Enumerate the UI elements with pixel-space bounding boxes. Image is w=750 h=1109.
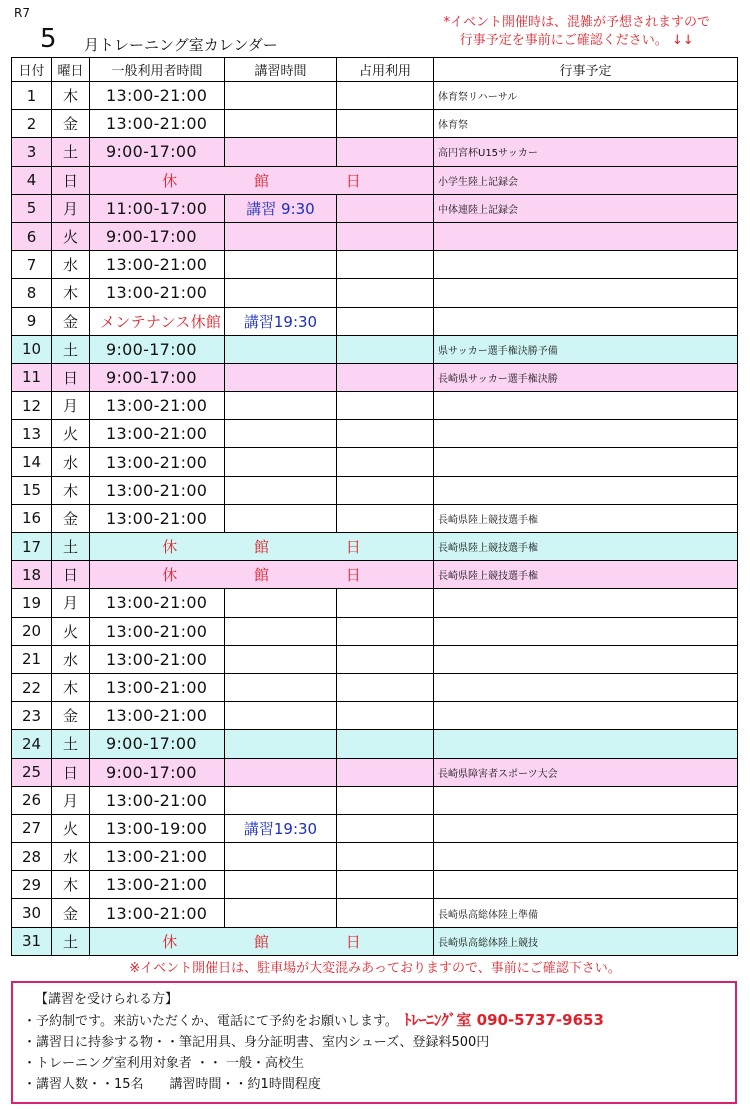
column-header-exclusive-use: 占用利用 (337, 58, 434, 82)
exclusive-use-cell (337, 222, 434, 250)
calendar-row (12, 589, 738, 617)
date-cell: 10 (12, 335, 52, 363)
calendar-header-row (12, 58, 738, 82)
event-cell (434, 279, 738, 307)
general-hours-cell: 13:00-21:00 (90, 899, 225, 927)
calendar-row (12, 166, 738, 194)
date-cell: 3 (12, 138, 52, 166)
date-cell: 26 (12, 786, 52, 814)
exclusive-use-cell (337, 138, 434, 166)
event-cell: 長崎県高総体陸上競技 (434, 927, 738, 955)
date-cell: 31 (12, 927, 52, 955)
date-cell: 29 (12, 871, 52, 899)
general-hours-cell: 13:00-21:00 (90, 476, 225, 504)
lecture-time-cell (225, 392, 337, 420)
event-cell: 小学生陸上記録会 (434, 166, 738, 194)
column-header-lecture-time: 講習時間 (225, 58, 337, 82)
date-cell: 12 (12, 392, 52, 420)
exclusive-use-cell (337, 392, 434, 420)
event-cell: 長崎県陸上競技選手権 (434, 533, 738, 561)
calendar-row (12, 899, 738, 927)
weekday-cell: 土 (52, 927, 90, 955)
weekday-cell: 水 (52, 251, 90, 279)
calendar-row (12, 363, 738, 391)
calendar-row (12, 702, 738, 730)
lecture-time-cell (225, 279, 337, 307)
calendar-row (12, 448, 738, 476)
column-header-general-hours: 一般利用者時間 (90, 58, 225, 82)
date-cell: 5 (12, 194, 52, 222)
general-hours-cell: メンテナンス休館 (90, 307, 225, 335)
lecture-time-cell (225, 420, 337, 448)
date-cell: 24 (12, 730, 52, 758)
event-cell: 長崎県サッカー選手権決勝 (434, 363, 738, 391)
weekday-cell: 火 (52, 222, 90, 250)
lecture-time-cell: 講習 9:30 (225, 194, 337, 222)
general-hours-cell: 9:00-17:00 (90, 758, 225, 786)
calendar-row (12, 673, 738, 701)
weekday-cell: 水 (52, 448, 90, 476)
event-cell (434, 392, 738, 420)
exclusive-use-cell (337, 814, 434, 842)
closed-day-cell: 休 館 日 (90, 166, 434, 194)
exclusive-use-cell (337, 251, 434, 279)
weekday-cell: 土 (52, 533, 90, 561)
event-cell: 長崎県高総体陸上準備 (434, 899, 738, 927)
calendar-row (12, 871, 738, 899)
closed-day-cell: 休 館 日 (90, 533, 434, 561)
lecture-time-cell (225, 476, 337, 504)
parking-notice: ※イベント開催日は、駐車場が大変混みあっておりますので、事前にご確認下さい。 (129, 961, 621, 976)
date-cell: 7 (12, 251, 52, 279)
lecture-time-cell (225, 110, 337, 138)
phone-number: ﾄﾚｰﾆﾝｸﾞ室 090-5737-9653 (403, 1011, 604, 1029)
exclusive-use-cell (337, 843, 434, 871)
exclusive-use-cell (337, 702, 434, 730)
reservation-text: ・予約制です。来訪いただくか、電話にて予約をお願いします。 (23, 1014, 398, 1029)
exclusive-use-cell (337, 899, 434, 927)
general-hours-cell: 13:00-21:00 (90, 420, 225, 448)
weekday-cell: 日 (52, 561, 90, 589)
weekday-cell: 火 (52, 814, 90, 842)
event-cell: 長崎県陸上競技選手権 (434, 561, 738, 589)
page-title: 月トレーニング室カレンダー (84, 36, 278, 54)
date-cell: 13 (12, 420, 52, 448)
lecture-time-cell (225, 335, 337, 363)
lecture-time-cell (225, 363, 337, 391)
weekday-cell: 木 (52, 871, 90, 899)
date-cell: 9 (12, 307, 52, 335)
lecture-time-cell (225, 871, 337, 899)
general-hours-cell: 13:00-21:00 (90, 251, 225, 279)
calendar-row (12, 814, 738, 842)
event-cell: 長崎県陸上競技選手権 (434, 504, 738, 532)
event-cell (434, 251, 738, 279)
lecture-time-cell (225, 251, 337, 279)
general-hours-cell: 11:00-17:00 (90, 194, 225, 222)
lecture-time-cell (225, 730, 337, 758)
event-cell (434, 222, 738, 250)
general-hours-cell: 13:00-21:00 (90, 786, 225, 814)
calendar-row (12, 251, 738, 279)
calendar-row (12, 138, 738, 166)
date-cell: 8 (12, 279, 52, 307)
exclusive-use-cell (337, 786, 434, 814)
lecture-time-cell (225, 504, 337, 532)
weekday-cell: 土 (52, 138, 90, 166)
date-cell: 4 (12, 166, 52, 194)
general-hours-cell: 9:00-17:00 (90, 138, 225, 166)
lecture-info-heading: 【講習を受けられる方】 (35, 992, 179, 1007)
event-cell: 高円宮杯U15サッカー (434, 138, 738, 166)
weekday-cell: 月 (52, 786, 90, 814)
calendar-row (12, 927, 738, 955)
exclusive-use-cell (337, 476, 434, 504)
weekday-cell: 月 (52, 194, 90, 222)
event-notice-line-2: 行事予定を事前にご確認ください。 ↓↓ (459, 33, 694, 48)
general-hours-cell: 13:00-21:00 (90, 448, 225, 476)
event-cell (434, 871, 738, 899)
lecture-time-cell (225, 843, 337, 871)
exclusive-use-cell (337, 871, 434, 899)
date-cell: 23 (12, 702, 52, 730)
exclusive-use-cell (337, 363, 434, 391)
calendar-table (11, 57, 738, 956)
calendar-row (12, 392, 738, 420)
lecture-time-cell (225, 138, 337, 166)
general-hours-cell: 13:00-21:00 (90, 82, 225, 110)
weekday-cell: 日 (52, 166, 90, 194)
date-cell: 28 (12, 843, 52, 871)
lecture-time-cell (225, 82, 337, 110)
weekday-cell: 水 (52, 645, 90, 673)
general-hours-cell: 13:00-21:00 (90, 702, 225, 730)
weekday-cell: 水 (52, 843, 90, 871)
calendar-row (12, 533, 738, 561)
event-cell (434, 673, 738, 701)
weekday-cell: 木 (52, 673, 90, 701)
event-cell (434, 730, 738, 758)
lecture-time-cell (225, 589, 337, 617)
column-header-weekday: 曜日 (52, 58, 90, 82)
event-cell (434, 814, 738, 842)
lecture-info-reservation (23, 1010, 725, 1032)
event-cell: 体育祭 (434, 110, 738, 138)
calendar-row (12, 307, 738, 335)
lecture-time-cell: 講習19:30 (225, 307, 337, 335)
calendar-row (12, 617, 738, 645)
date-cell: 22 (12, 673, 52, 701)
calendar-row (12, 420, 738, 448)
general-hours-cell: 13:00-21:00 (90, 645, 225, 673)
closed-day-cell: 休 館 日 (90, 561, 434, 589)
event-cell: 長崎県障害者スポーツ大会 (434, 758, 738, 786)
exclusive-use-cell (337, 335, 434, 363)
calendar-body (12, 82, 738, 956)
weekday-cell: 月 (52, 392, 90, 420)
exclusive-use-cell (337, 673, 434, 701)
calendar-row (12, 82, 738, 110)
event-notice-line-1: *イベント開催時は、混雑が予想されますので (443, 15, 710, 30)
exclusive-use-cell (337, 758, 434, 786)
calendar-row (12, 110, 738, 138)
column-header-date: 日付 (12, 58, 52, 82)
weekday-cell: 金 (52, 307, 90, 335)
exclusive-use-cell (337, 645, 434, 673)
calendar-row (12, 786, 738, 814)
calendar-row (12, 504, 738, 532)
calendar-row (12, 335, 738, 363)
weekday-cell: 日 (52, 758, 90, 786)
date-cell: 16 (12, 504, 52, 532)
weekday-cell: 火 (52, 420, 90, 448)
weekday-cell: 木 (52, 82, 90, 110)
lecture-info-capacity: ・講習人数・・15名 講習時間・・約1時間程度 (23, 1077, 321, 1092)
calendar-row (12, 730, 738, 758)
event-cell: 中体連陸上記録会 (434, 194, 738, 222)
date-cell: 18 (12, 561, 52, 589)
event-cell (434, 843, 738, 871)
exclusive-use-cell (337, 82, 434, 110)
calendar-row (12, 645, 738, 673)
column-header-events: 行事予定 (434, 58, 738, 82)
lecture-time-cell: 講習19:30 (225, 814, 337, 842)
event-cell (434, 617, 738, 645)
date-cell: 25 (12, 758, 52, 786)
event-cell: 県サッカー選手権決勝予備 (434, 335, 738, 363)
event-cell (434, 645, 738, 673)
exclusive-use-cell (337, 448, 434, 476)
era-label: R7 (14, 6, 30, 20)
weekday-cell: 金 (52, 702, 90, 730)
date-cell: 1 (12, 82, 52, 110)
event-cell (434, 448, 738, 476)
general-hours-cell: 13:00-19:00 (90, 814, 225, 842)
general-hours-cell: 13:00-21:00 (90, 871, 225, 899)
event-cell (434, 702, 738, 730)
calendar-row (12, 758, 738, 786)
calendar-row (12, 279, 738, 307)
weekday-cell: 土 (52, 730, 90, 758)
event-cell: 体育祭リハーサル (434, 82, 738, 110)
lecture-time-cell (225, 702, 337, 730)
date-cell: 15 (12, 476, 52, 504)
lecture-time-cell (225, 758, 337, 786)
exclusive-use-cell (337, 194, 434, 222)
date-cell: 14 (12, 448, 52, 476)
lecture-info-box (11, 981, 737, 1104)
exclusive-use-cell (337, 420, 434, 448)
weekday-cell: 月 (52, 589, 90, 617)
lecture-time-cell (225, 448, 337, 476)
exclusive-use-cell (337, 617, 434, 645)
general-hours-cell: 13:00-21:00 (90, 392, 225, 420)
event-cell (434, 589, 738, 617)
general-hours-cell: 13:00-21:00 (90, 843, 225, 871)
calendar-row (12, 194, 738, 222)
general-hours-cell: 13:00-21:00 (90, 617, 225, 645)
general-hours-cell: 9:00-17:00 (90, 363, 225, 391)
lecture-info-eligibility: ・トレーニング室利用対象者 ・・ 一般・高校生 (23, 1056, 305, 1071)
event-cell (434, 476, 738, 504)
general-hours-cell: 13:00-21:00 (90, 110, 225, 138)
event-notice (443, 14, 710, 50)
lecture-time-cell (225, 786, 337, 814)
date-cell: 30 (12, 899, 52, 927)
lecture-time-cell (225, 222, 337, 250)
calendar-row (12, 843, 738, 871)
general-hours-cell: 13:00-21:00 (90, 673, 225, 701)
date-cell: 11 (12, 363, 52, 391)
lecture-time-cell (225, 899, 337, 927)
weekday-cell: 日 (52, 363, 90, 391)
weekday-cell: 金 (52, 899, 90, 927)
lecture-info-items: ・講習日に持参する物・・筆記用具、身分証明書、室内シューズ、登録料500円 (23, 1035, 490, 1050)
date-cell: 27 (12, 814, 52, 842)
exclusive-use-cell (337, 307, 434, 335)
lecture-time-cell (225, 645, 337, 673)
weekday-cell: 木 (52, 476, 90, 504)
weekday-cell: 火 (52, 617, 90, 645)
general-hours-cell: 13:00-21:00 (90, 279, 225, 307)
exclusive-use-cell (337, 110, 434, 138)
lecture-time-cell (225, 617, 337, 645)
general-hours-cell: 13:00-21:00 (90, 589, 225, 617)
weekday-cell: 木 (52, 279, 90, 307)
lecture-time-cell (225, 673, 337, 701)
general-hours-cell: 13:00-21:00 (90, 504, 225, 532)
date-cell: 2 (12, 110, 52, 138)
calendar-row (12, 222, 738, 250)
event-cell (434, 420, 738, 448)
event-cell (434, 307, 738, 335)
event-cell (434, 786, 738, 814)
weekday-cell: 金 (52, 504, 90, 532)
closed-day-cell: 休 館 日 (90, 927, 434, 955)
date-cell: 21 (12, 645, 52, 673)
calendar-row (12, 476, 738, 504)
date-cell: 17 (12, 533, 52, 561)
exclusive-use-cell (337, 589, 434, 617)
general-hours-cell: 9:00-17:00 (90, 335, 225, 363)
date-cell: 20 (12, 617, 52, 645)
exclusive-use-cell (337, 730, 434, 758)
general-hours-cell: 9:00-17:00 (90, 222, 225, 250)
exclusive-use-cell (337, 504, 434, 532)
exclusive-use-cell (337, 279, 434, 307)
weekday-cell: 土 (52, 335, 90, 363)
date-cell: 19 (12, 589, 52, 617)
weekday-cell: 金 (52, 110, 90, 138)
calendar-row (12, 561, 738, 589)
date-cell: 6 (12, 222, 52, 250)
general-hours-cell: 9:00-17:00 (90, 730, 225, 758)
month-number: 5 (40, 24, 57, 54)
